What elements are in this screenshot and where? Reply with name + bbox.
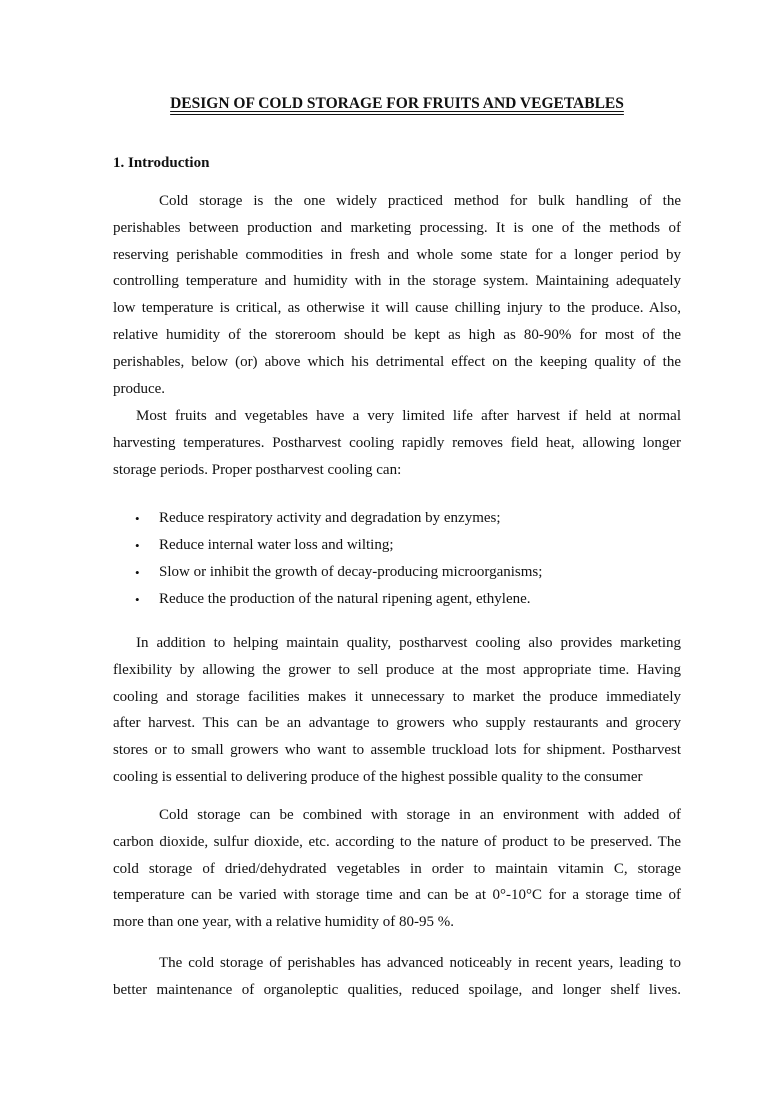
list-item-text: Slow or inhibit the growth of decay-producing microorganisms;: [159, 564, 543, 580]
list-item-text: Reduce internal water loss and wilting;: [159, 537, 394, 553]
list-item: [113, 559, 681, 586]
list-item: [113, 586, 681, 613]
paragraph-line: low temperature is critical, as otherwise it will cause chilling injury to the produce. Also,: [113, 300, 681, 317]
list-item-text: Reduce the production of the natural ripening agent, ethylene.: [159, 591, 531, 607]
paragraph-line: controlling temperature and humidity with in the storage system. Maintaining adequately: [113, 273, 681, 290]
paragraph-4: [113, 802, 681, 936]
paragraph-line: more than one year, with a relative humidity of 80-95 %.: [113, 914, 454, 931]
paragraph-3: [113, 630, 681, 791]
paragraph-line: temperature can be varied with storage time and can be at 0°-10°C for a storage time of: [113, 887, 681, 904]
paragraph-2: [113, 403, 681, 483]
paragraph-line: cold storage of dried/dehydrated vegetables in order to maintain vitamin C, storage: [113, 860, 681, 877]
section-title: Introduction: [128, 155, 210, 171]
paragraph-line: Most fruits and vegetables have a very limited life after harvest if held at normal: [136, 408, 681, 424]
section-number: 1.: [113, 155, 125, 171]
paragraph-line: after harvest. This can be an advantage to growers who supply restaurants and grocery: [113, 715, 681, 732]
list-item: [113, 505, 681, 532]
paragraph-line: cooling is essential to delivering produce of the highest possible quality to the consumer: [113, 768, 643, 785]
paragraph-line: relative humidity of the storeroom should be kept as high as 80-90% for most of the: [113, 326, 681, 343]
paragraph-line: produce.: [113, 380, 166, 397]
paragraph-5: [113, 950, 681, 1004]
paragraph-line: Cold storage is the one widely practiced method for bulk handling of the: [159, 193, 681, 209]
paragraph-line: perishables, below (or) above which his detrimental effect on the keeping quality of the: [113, 353, 681, 370]
document-title: DESIGN OF COLD STORAGE FOR FRUITS AND VEGETABLES: [170, 95, 624, 112]
paragraph-line: In addition to helping maintain quality, postharvest cooling also provides marketing: [136, 635, 681, 651]
paragraph-line: reserving perishable commodities in fresh and whole some state for a longer period by: [113, 246, 681, 263]
paragraph-line: perishables between production and marketing processing. It is one of the methods of: [113, 219, 681, 236]
paragraph-line: storage periods. Proper postharvest cooling can:: [113, 461, 402, 478]
paragraph-line: The cold storage of perishables has advanced noticeably in recent years, leading to: [159, 955, 681, 971]
list-item-text: Reduce respiratory activity and degradation by enzymes;: [159, 510, 501, 526]
paragraph-line: better maintenance of organoleptic qualities, reduced spoilage, and longer shelf lives.: [113, 981, 681, 998]
section-heading: [113, 153, 209, 173]
bullet-list: [113, 505, 681, 613]
paragraph-line: cooling and storage facilities makes it unnecessary to market the produce immediately: [113, 688, 681, 705]
list-item: [113, 532, 681, 559]
paragraph-line: carbon dioxide, sulfur dioxide, etc. according to the nature of product to be preserved. The: [113, 833, 681, 850]
paragraph-line: flexibility by allowing the grower to sell produce at the most appropriate time. Having: [113, 661, 681, 678]
bullet-icon: •: [135, 511, 140, 526]
paragraph-line: Cold storage can be combined with storage in an environment with added of: [159, 807, 681, 823]
bullet-icon: •: [135, 538, 140, 553]
bullet-icon: •: [135, 565, 140, 580]
bullet-icon: •: [135, 592, 140, 607]
paragraph-line: harvesting temperatures. Postharvest cooling rapidly removes field heat, allowing longer: [113, 434, 681, 451]
paragraph-1: [113, 188, 681, 402]
paragraph-line: stores or to small growers who want to assemble truckload lots for shipment. Postharvest: [113, 742, 681, 759]
